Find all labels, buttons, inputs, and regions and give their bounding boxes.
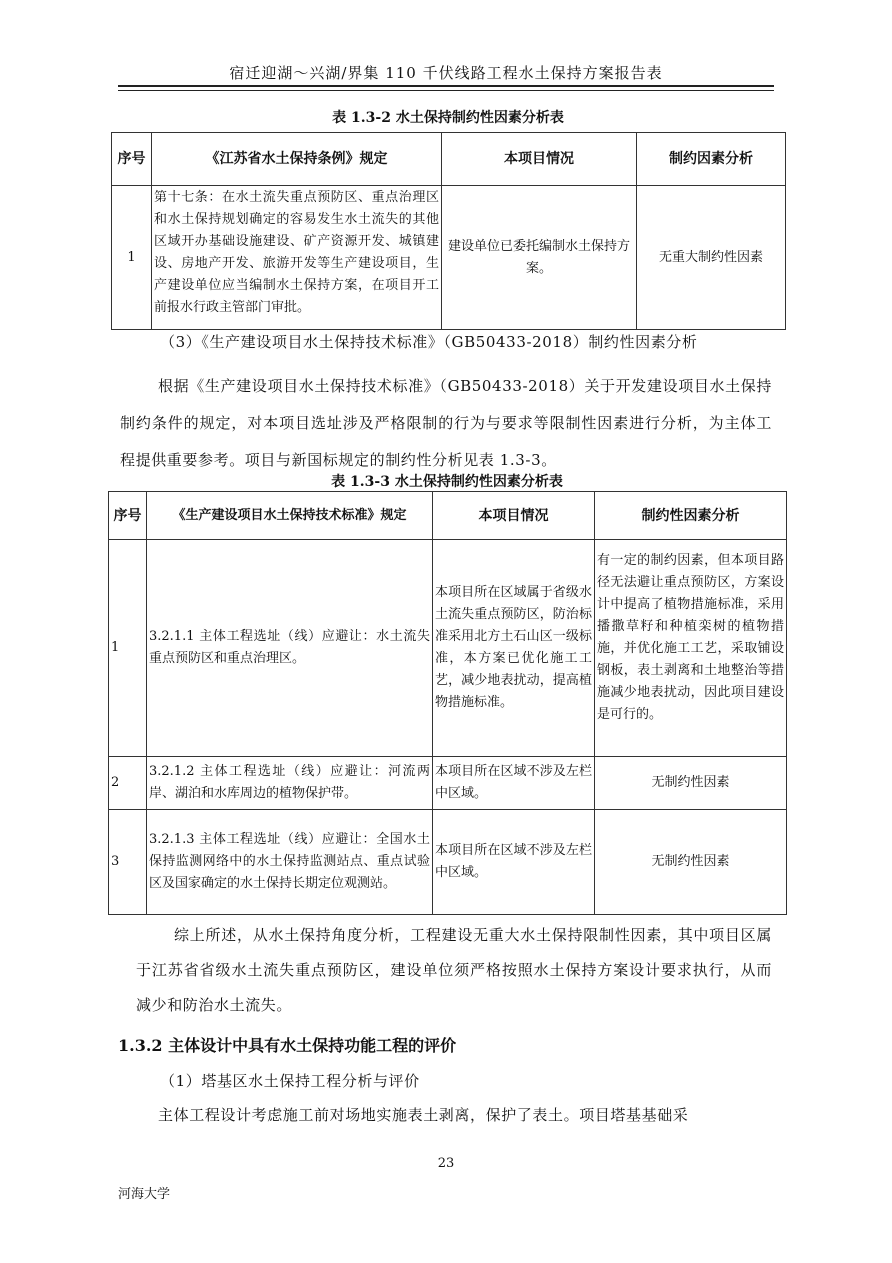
table-1-header-no: 序号 xyxy=(112,133,152,186)
table-2-header-rule: 《生产建设项目水土保持技术标准》规定 xyxy=(147,492,433,540)
table-2-row-1-no: 1 xyxy=(109,540,147,757)
table-2-row-2-situation: 本项目所在区域不涉及左栏中区域。 xyxy=(433,757,595,810)
table-2-row-1-rule: 3.2.1.1 主体工程选址（线）应避让：水土流失重点预防区和重点治理区。 xyxy=(147,540,433,757)
table-2-row-3-rule: 3.2.1.3 主体工程选址（线）应避让：全国水土保持监测网络中的水土保持监测站点、重点试验区及国家确定的水土保持长期定位观测站。 xyxy=(147,810,433,915)
table-1-header-row xyxy=(112,133,786,186)
table-row xyxy=(109,540,787,757)
table-2-header-analysis: 制约性因素分析 xyxy=(595,492,787,540)
table-1-header-analysis: 制约因素分析 xyxy=(637,133,786,186)
section-heading-1-3-2: 1.3.2 主体设计中具有水土保持功能工程的评价 xyxy=(118,1036,457,1055)
paragraph-standard-analysis: 根据《生产建设项目水土保持技术标准》（GB50433-2018）关于开发建设项目水土保持制约条件的规定，对本项目选址涉及严格限制的行为与要求等限制性因素进行分析，为主体工程提供重要参考。项目与新国标规定的制约性分析见表 1.3-3。 xyxy=(120,377,772,469)
table-2-row-3-no: 3 xyxy=(109,810,147,915)
table-1-caption: 表 1.3-2 水土保持制约性因素分析表 xyxy=(332,110,564,126)
table-2-header-situation: 本项目情况 xyxy=(433,492,595,540)
table-2-caption: 表 1.3-3 水土保持制约性因素分析表 xyxy=(331,474,563,490)
table-1-row-1-no: 1 xyxy=(112,186,152,330)
table-row xyxy=(109,757,787,810)
table-2-row-3-situation: 本项目所在区域不涉及左栏中区域。 xyxy=(433,810,595,915)
table-1-row-1-rule: 第十七条：在水土流失重点预防区、重点治理区和水土保持规划确定的容易发生水土流失的其他区域开办基础设施建设、矿产资源开发、城镇建设、房地产开发、旅游开发等生产建设项目，生产建设单位应当编制水土保持方案，在项目开工前报水行政主管部门审批。 xyxy=(152,186,442,330)
table-2-row-2-analysis: 无制约性因素 xyxy=(595,757,787,810)
table-row xyxy=(109,810,787,915)
page-number: 23 xyxy=(437,1156,455,1171)
paragraph-summary: 综上所述，从水土保持角度分析，工程建设无重大水土保持限制性因素，其中项目区属于江苏省省级水土流失重点预防区，建设单位须严格按照水土保持方案设计要求执行，从而减少和防治水土流失。 xyxy=(136,926,772,1014)
table-2-row-1-situation: 本项目所在区域属于省级水土流失重点预防区，防治标准采用北方土石山区一级标准，本方案已优化施工工艺，减少地表扰动，提高植物措施标准。 xyxy=(433,540,595,757)
table-1-row-1-analysis: 无重大制约性因素 xyxy=(637,186,786,330)
table-1 xyxy=(111,132,786,330)
header-rule-thick xyxy=(118,85,774,87)
table-2-row-2-no: 2 xyxy=(109,757,147,810)
table-2-header-row xyxy=(109,492,787,540)
paragraph-tower-area-heading: （1）塔基区水土保持工程分析与评价 xyxy=(160,1072,420,1090)
table-2-row-1-analysis: 有一定的制约因素，但本项目路径无法避让重点预防区，方案设计中提高了植物措施标准，采用播撒草籽和种植栾树的植物措施，并优化施工工艺，采取铺设钢板，表土剥离和土地整治等措施减少地表扰动，因此项目建设是可行的。 xyxy=(595,540,787,757)
table-1-header-rule: 《江苏省水土保持条例》规定 xyxy=(152,133,442,186)
footer-organization: 河海大学 xyxy=(118,1187,171,1202)
paragraph-3-heading: （3）《生产建设项目水土保持技术标准》（GB50433-2018）制约性因素分析 xyxy=(160,333,698,351)
paragraph-tower-area-text: 主体工程设计考虑施工前对场地实施表土剥离，保护了表土。项目塔基基础采 xyxy=(158,1106,689,1124)
header-rule-thin xyxy=(118,90,774,91)
table-1-row-1-situation: 建设单位已委托编制水土保持方案。 xyxy=(442,186,637,330)
document-header-title: 宿迁迎湖～兴湖/界集 110 千伏线路工程水土保持方案报告表 xyxy=(229,64,663,82)
table-2-row-2-rule: 3.2.1.2 主体工程选址（线）应避让：河流两岸、湖泊和水库周边的植物保护带。 xyxy=(147,757,433,810)
table-2 xyxy=(108,491,787,915)
table-2-row-3-analysis: 无制约性因素 xyxy=(595,810,787,915)
table-2-header-no: 序号 xyxy=(109,492,147,540)
table-1-header-situation: 本项目情况 xyxy=(442,133,637,186)
table-row xyxy=(112,186,786,330)
